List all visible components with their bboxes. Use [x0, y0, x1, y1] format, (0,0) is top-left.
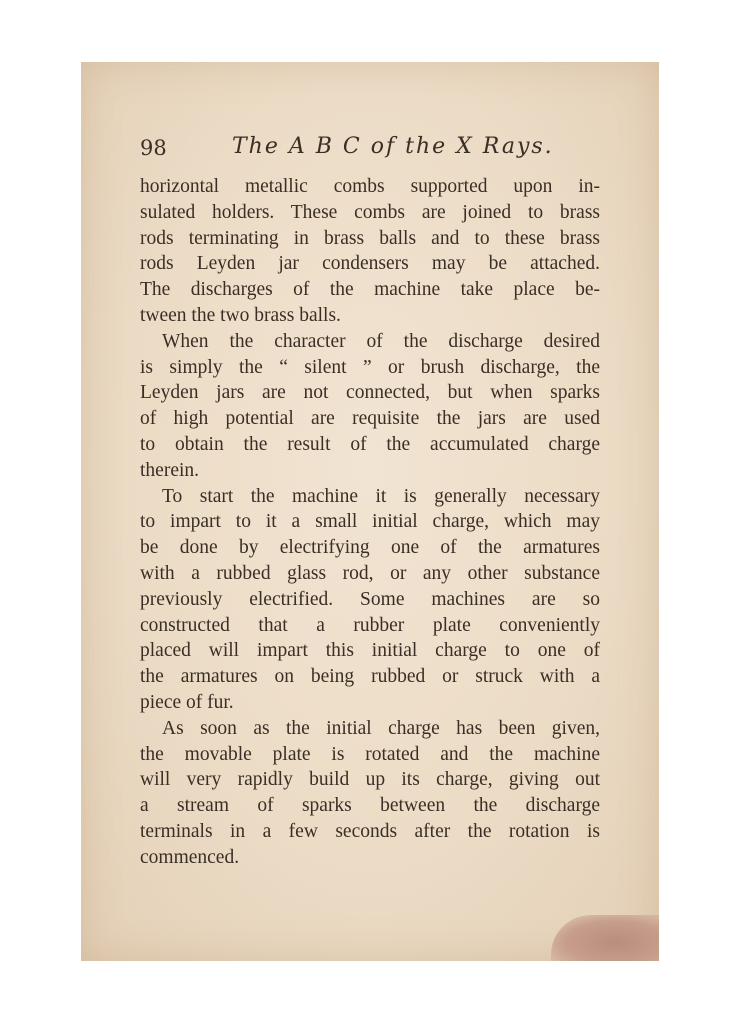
text-line: to impart to it a small initial charge, which may — [140, 511, 600, 533]
text-line: horizontal metallic combs supported upon in- — [140, 176, 600, 197]
text-line: is simply the “ silent ” or brush discharge, the — [140, 356, 600, 378]
text-line: As soon as the initial charge has been given, — [162, 717, 600, 739]
thumb-smudge — [551, 915, 659, 961]
paragraph — [140, 329, 600, 484]
text-line: constructed that a rubber plate conveniently — [140, 614, 600, 636]
text-line: sulated holders. These combs are joined to brass — [140, 201, 600, 223]
paragraph — [140, 716, 600, 871]
text-line: to obtain the result of the accumulated charge — [140, 433, 600, 455]
paragraph — [140, 484, 600, 716]
text-line: terminals in a few seconds after the rotation is — [140, 820, 600, 842]
text-line: commenced. — [140, 846, 240, 868]
text-line: When the character of the discharge desired — [162, 330, 600, 352]
text-line: Leyden jars are not connected, but when sparks — [140, 382, 600, 404]
text-line: tween the two brass balls. — [140, 304, 341, 326]
page-number: 98 — [140, 136, 167, 160]
text-line: To start the machine it is generally necessary — [162, 485, 600, 507]
text-line: a stream of sparks between the discharge — [140, 795, 600, 817]
text-line: be done by electrifying one of the armatures — [140, 537, 600, 559]
text-line: the movable plate is rotated and the machine — [140, 743, 600, 765]
text-line: The discharges of the machine take place be- — [140, 279, 600, 301]
text-line: previously electrified. Some machines are so — [140, 588, 600, 610]
text-line: rods terminating in brass balls and to these brass — [140, 227, 600, 249]
text-line: with a rubbed glass rod, or any other substance — [140, 562, 600, 584]
paragraph — [140, 174, 600, 329]
text-line: therein. — [140, 459, 200, 481]
text-line: placed will impart this initial charge to one of — [140, 640, 600, 662]
text-line: rods Leyden jar condensers may be attached. — [140, 253, 600, 275]
text-line: the armatures on being rubbed or struck with a — [140, 666, 600, 688]
text-line: piece of fur. — [140, 691, 234, 713]
body-text — [140, 174, 600, 871]
running-title: The A B C of the X Rays. — [232, 134, 554, 159]
text-line: of high potential are requisite the jars are used — [140, 408, 600, 430]
text-line: will very rapidly build up its charge, giving out — [140, 769, 600, 791]
page-header — [140, 132, 600, 164]
